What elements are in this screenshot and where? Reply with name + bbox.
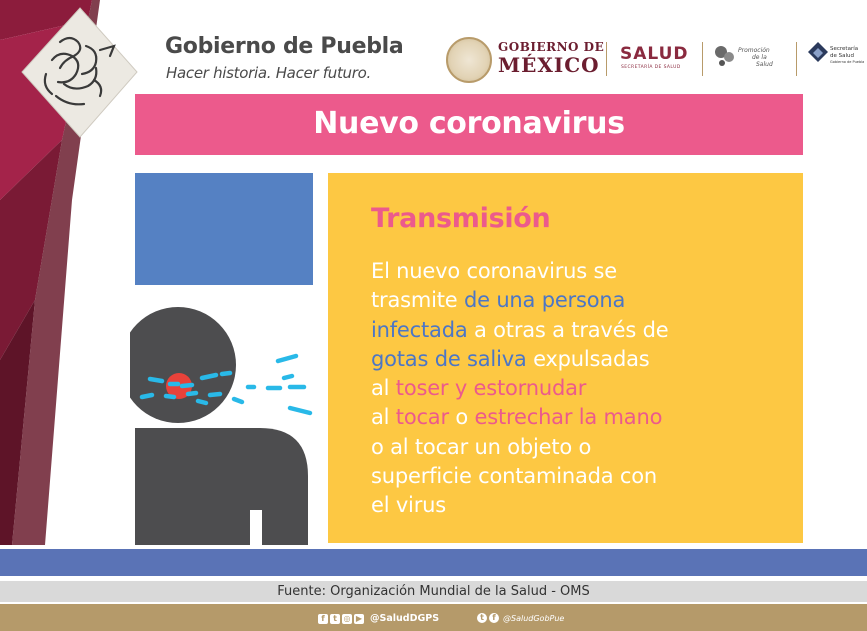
salud-logo-subtitle: SECRETARÍA DE SALUD xyxy=(621,65,681,70)
body-text: al xyxy=(371,405,396,430)
transmission-panel xyxy=(328,173,803,543)
panel-body-line xyxy=(371,462,801,491)
promocion-salud-text xyxy=(738,47,773,68)
twitter-icon[interactable]: t xyxy=(477,613,487,623)
highlight-text: toser y estornudar xyxy=(395,376,587,401)
promocion-salud-icon xyxy=(714,44,736,68)
sec-line: Gobierno de Puebla xyxy=(830,60,865,64)
highlight-text: tocar xyxy=(395,405,449,430)
source-citation: Fuente: Organización Mundial de la Salud - OMS xyxy=(277,584,590,599)
body-text: al xyxy=(371,376,396,401)
body-text: superficie contaminada con xyxy=(371,464,657,489)
title-banner xyxy=(135,94,803,155)
facebook-icon[interactable]: f xyxy=(318,614,328,624)
panel-body-line xyxy=(371,433,801,462)
left-decorative-band xyxy=(0,0,140,560)
body-text: o al tocar un objeto o xyxy=(371,434,592,459)
panel-body-line xyxy=(371,257,801,286)
sec-line: de Salud xyxy=(830,52,854,59)
header-divider xyxy=(606,42,607,76)
banner-title: Nuevo coronavirus xyxy=(313,106,625,141)
panel-body-line xyxy=(371,374,801,403)
highlight-text: infectada xyxy=(371,317,468,342)
header-divider xyxy=(796,42,797,76)
gov-puebla-slogan: Hacer historia. Hacer futuro. xyxy=(166,64,371,82)
secretaria-salud-text xyxy=(830,46,864,66)
body-text: o xyxy=(448,405,475,430)
facebook-icon[interactable]: f xyxy=(489,613,499,623)
social-links-left xyxy=(318,613,439,624)
body-text: expulsadas xyxy=(526,346,650,371)
social-links-right xyxy=(477,613,564,623)
header-divider xyxy=(702,42,703,76)
panel-title: Transmisión xyxy=(371,203,551,234)
panel-body-line xyxy=(371,286,801,315)
panel-body-line xyxy=(371,345,801,374)
sec-line: Secretaría xyxy=(830,46,859,52)
youtube-icon[interactable]: ▶ xyxy=(355,613,363,623)
promo-line: de la xyxy=(752,54,767,61)
promo-line: Salud xyxy=(756,61,773,68)
panel-body xyxy=(371,257,801,521)
mexico-label: MÉXICO xyxy=(498,53,600,77)
secretaria-salud-icon xyxy=(808,42,828,68)
sneezing-person-illustration xyxy=(130,170,325,545)
panel-body-line xyxy=(371,316,801,345)
mexico-seal-icon xyxy=(446,37,492,83)
gov-puebla-title: Gobierno de Puebla xyxy=(165,34,404,59)
salud-logo-title: SALUD xyxy=(620,44,689,64)
body-text: El nuevo coronavirus se xyxy=(371,259,617,283)
body-text: a otras a través de xyxy=(467,317,669,342)
twitter-icon[interactable]: t xyxy=(330,614,340,624)
gobierno-de-mexico-label: GOBIERNO DE xyxy=(498,40,605,54)
footer-stripe-blue xyxy=(0,549,867,576)
highlight-text: de una persona xyxy=(464,288,626,313)
promo-line: Promoción xyxy=(738,47,770,54)
panel-body-line xyxy=(371,403,801,432)
person-body xyxy=(135,428,308,545)
person-head xyxy=(130,307,236,423)
blue-square-decor xyxy=(135,173,313,285)
social-handle-right[interactable]: @SaludGobPue xyxy=(503,613,565,623)
body-text: el virus xyxy=(371,493,446,518)
social-handle-left[interactable]: @SaludDGPS xyxy=(370,613,440,624)
instagram-icon[interactable]: ◎ xyxy=(343,613,351,623)
panel-body-line xyxy=(371,491,801,520)
highlight-text: gotas de saliva xyxy=(371,346,527,371)
body-text: trasmite xyxy=(371,288,464,313)
highlight-text: estrechar la mano xyxy=(474,405,663,430)
